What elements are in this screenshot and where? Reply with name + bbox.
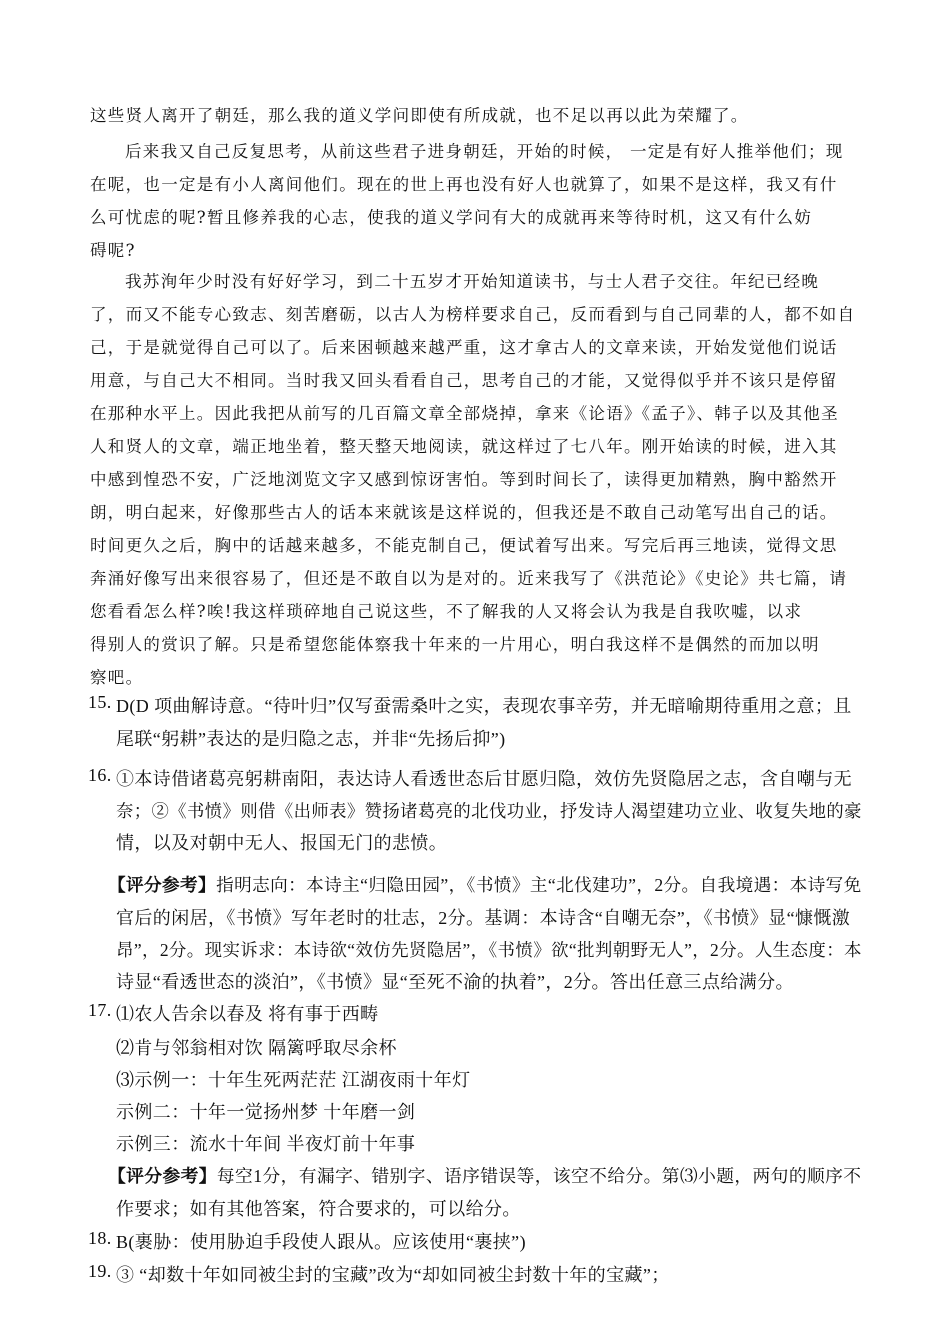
- translation-line: 了，而又不能专心致志、刻苦磨砺，以古人为榜样要求自己，反而看到与自己同辈的人，都不如自: [90, 305, 856, 324]
- scoring-line: [108, 872, 862, 897]
- translation-line: 人和贤人的文章，端正地坐着，整天整天地阅读，就这样过了七八年。刚开始读的时候，进入其: [90, 437, 838, 456]
- translation-line: 我苏洵年少时没有好好学习，到二十五岁才开始知道读书，与士人君子交往。年纪已经晚: [125, 272, 820, 291]
- scoring-label: 【评分参考】: [108, 875, 217, 895]
- question-number: 18.: [88, 1228, 112, 1248]
- translation-line: 时间更久之后，胸中的话越来越多，不能克制自己，便试着写出来。写完后再三地读，觉得文思: [90, 536, 838, 555]
- scoring-line: 诗显“看透世态的淡泊”，《书愤》显“至死不渝的执着”，2分。答出任意三点给满分。: [116, 972, 794, 992]
- translation-line: 用意，与自己大不相同。当时我又回头看看自己，思考自己的才能，又觉得似乎并不该只是停留: [90, 371, 838, 390]
- answer-item: ⑴农人告余以春及 将有事于西畴: [116, 1004, 379, 1024]
- translation-line: 在那种水平上。因此我把从前写的几百篇文章全部烧掉，拿来《论语》《孟子》、韩子以及其他圣: [90, 404, 839, 423]
- translation-line: 察吧。: [90, 668, 144, 687]
- translation-line: 朗，明白起来，好像那些古人的话本来就该是这样说的，但我还是不敢自己动笔写出自己的话。: [90, 503, 838, 522]
- translation-line: 么可忧虑的呢?暂且修养我的心志，使我的道义学问有大的成就再来等待时机，这又有什么妨: [90, 208, 813, 227]
- scoring-line: 作要求；如有其他答案，符合要求的，可以给分。: [116, 1199, 521, 1219]
- question-number: 19.: [88, 1261, 112, 1281]
- answer-item: ⑶示例一：十年生死两茫茫 江湖夜雨十年灯: [116, 1070, 471, 1090]
- question-number: 17.: [88, 1000, 112, 1020]
- scoring-text: 每空1分，有漏字、错别字、语序错误等，该空不给分。第⑶小题，两句的顺序不: [216, 1166, 862, 1186]
- answer-item: 示例三：流水十年间 半夜灯前十年事: [116, 1134, 416, 1154]
- answer-item: ⑵肯与邻翁相对饮 隔篱呼取尽余杯: [116, 1038, 397, 1058]
- question-number: 15.: [88, 692, 112, 712]
- scoring-line: 昂”，2分。现实诉求：本诗欲“效仿先贤隐居”，《书愤》欲“批判朝野无人”，2分。人生态度：本: [116, 940, 862, 960]
- scoring-label: 【评分参考】: [108, 1166, 217, 1186]
- translation-line: 在呢，也一定是有小人离间他们。现在的世上再也没有好人也就算了，如果不是这样，我又有什: [90, 175, 838, 194]
- answer-line: ③ “却数十年如同被尘封的宝藏”改为“却如同被尘封数十年的宝藏”；: [116, 1265, 670, 1285]
- scoring-text: 指明志向：本诗主“归隐田园”，《书愤》主“北伐建功”，2分。自我境遇：本诗写免: [216, 875, 862, 895]
- translation-line: 己，于是就觉得自己可以了。后来困顿越来越严重，这才拿古人的文章来读，开始发觉他们说话: [90, 338, 838, 357]
- translation-line: 奔涌好像写出来很容易了，但还是不敢自以为是对的。近来我写了《洪范论》《史论》共七篇，请: [90, 569, 848, 588]
- translation-line: 您看看怎么样?唉!我这样琐碎地自己说这些，不了解我的人又将会认为我是自我吹嘘，以求: [90, 602, 803, 621]
- translation-line: 这些贤人离开了朝廷，那么我的道义学问即使有所成就，也不足以再以此为荣耀了。: [90, 106, 749, 125]
- answer-line: 奈；②《书愤》则借《出师表》赞扬诸葛亮的北伐功业，抒发诗人渴望建功立业、收复失地的豪: [116, 802, 862, 821]
- scoring-line: 官后的闲居，《书愤》写年老时的壮志，2分。基调：本诗含“自嘲无奈”，《书愤》显“慷慨激: [116, 908, 851, 928]
- question-number: 16.: [88, 765, 112, 785]
- answer-line: B(裹胁：使用胁迫手段使人跟从。应该使用“裹挟”): [116, 1232, 526, 1252]
- answer-item: 示例二：十年一觉扬州梦 十年磨一剑: [116, 1102, 416, 1122]
- translation-line: 得别人的赏识了解。只是希望您能体察我十年来的一片用心，明白我这样不是偶然的而加以明: [90, 635, 820, 654]
- translation-line: 中感到惶恐不安，广泛地浏览文字又感到惊讶害怕。等到时间长了，读得更加精熟，胸中豁然开: [90, 470, 838, 489]
- scoring-line: [108, 1163, 861, 1188]
- translation-line: 后来我又自己反复思考，从前这些君子进身朝廷，开始的时候， 一定是有好人推举他们；现: [125, 142, 844, 161]
- answer-line: 尾联“躬耕”表达的是归隐之志，并非“先扬后抑”): [116, 729, 506, 749]
- answer-line: 情，以及对朝中无人、报国无门的悲愤。: [116, 833, 448, 853]
- answer-line: ①本诗借诸葛亮躬耕南阳，表达诗人看透世态后甘愿归隐，效仿先贤隐居之志，含自嘲与无: [116, 769, 852, 789]
- translation-line: 碍呢?: [90, 241, 136, 260]
- answer-line: D(D 项曲解诗意。“待叶归”仅写蚕需桑叶之实，表现农事辛劳，并无暗喻期待重用之意；且: [116, 696, 852, 716]
